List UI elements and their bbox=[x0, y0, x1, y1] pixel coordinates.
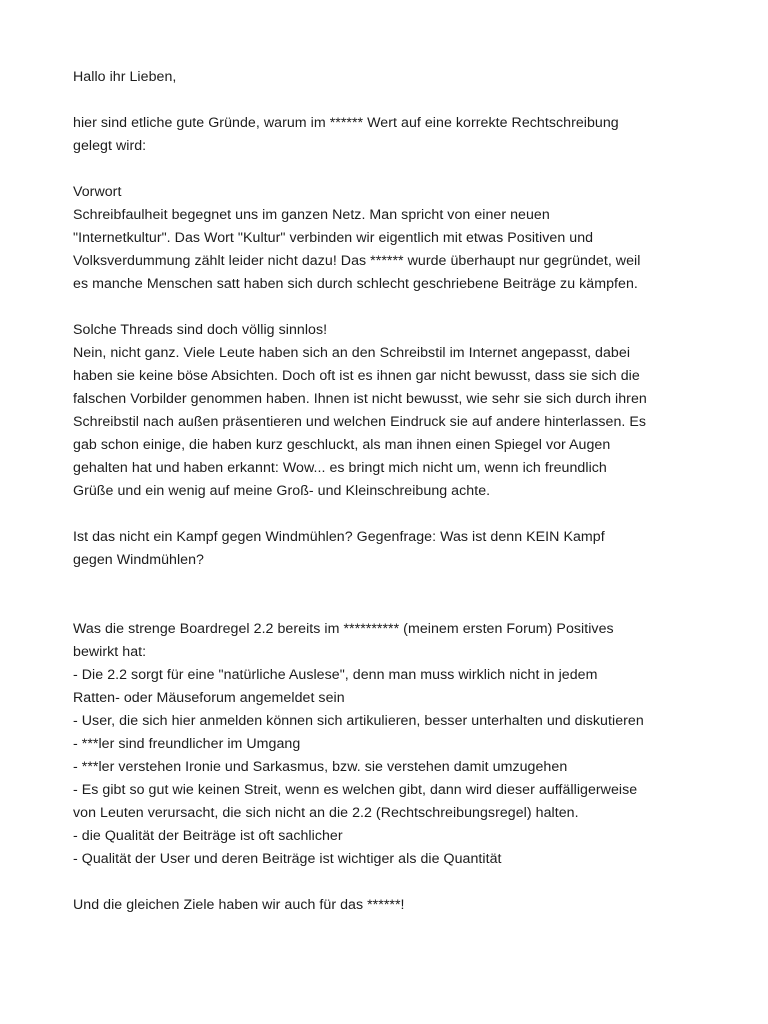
boardregel-section bbox=[73, 618, 703, 871]
list-item: - ***ler sind freundlicher im Umgang bbox=[73, 736, 301, 752]
text-line: Ist das nicht ein Kampf gegen Windmühlen? Gegenfrage: Was ist denn KEIN Kampf bbox=[73, 529, 605, 545]
paragraph-spacer bbox=[73, 503, 703, 526]
text-line: Schreibstil nach außen präsentieren und welchen Eindruck sie auf andere hinterlassen. Es bbox=[73, 414, 647, 430]
list-item: - ***ler verstehen Ironie und Sarkasmus, bzw. sie verstehen damit umzugehen bbox=[73, 759, 568, 775]
text-line: Ratten- oder Mäuseforum angemeldet sein bbox=[73, 690, 345, 706]
text-line: Hallo ihr Lieben, bbox=[73, 69, 177, 85]
document-page bbox=[73, 66, 703, 917]
text-line: von Leuten verursacht, die sich nicht an die 2.2 (Rechtschreibungsregel) halten. bbox=[73, 805, 579, 821]
text-line: Grüße und ein wenig auf meine Groß- und Kleinschreibung achte. bbox=[73, 483, 491, 499]
intro-paragraph bbox=[73, 112, 703, 158]
paragraph-spacer bbox=[73, 158, 703, 181]
list-item: - User, die sich hier anmelden können sich artikulieren, besser unterhalten und diskutieren bbox=[73, 713, 644, 729]
paragraph-spacer bbox=[73, 296, 703, 319]
text-line: falschen Vorbilder genommen haben. Ihnen ist nicht bewusst, wie sehr sie sich durch ihren bbox=[73, 391, 647, 407]
text-line: Volksverdummung zählt leider nicht dazu! Das ****** wurde überhaupt nur gegründet, weil bbox=[73, 253, 641, 269]
closing-paragraph bbox=[73, 894, 703, 917]
text-line: bewirkt hat: bbox=[73, 644, 147, 660]
section-heading: Solche Threads sind doch völlig sinnlos! bbox=[73, 322, 328, 338]
text-line: Schreibfaulheit begegnet uns im ganzen Netz. Man spricht von einer neuen bbox=[73, 207, 550, 223]
text-line: gehalten hat und haben erkannt: Wow... es bringt mich nicht um, wenn ich freundlich bbox=[73, 460, 607, 476]
paragraph-spacer bbox=[73, 572, 703, 618]
paragraph-spacer bbox=[73, 871, 703, 894]
greeting bbox=[73, 66, 703, 89]
text-line: Nein, nicht ganz. Viele Leute haben sich an den Schreibstil im Internet angepasst, dabei bbox=[73, 345, 631, 361]
section-heading: Vorwort bbox=[73, 184, 122, 200]
threads-section bbox=[73, 319, 703, 503]
list-item: - Qualität der User und deren Beiträge ist wichtiger als die Quantität bbox=[73, 851, 502, 867]
text-line: hier sind etliche gute Gründe, warum im ****** Wert auf eine korrekte Rechtschreibung bbox=[73, 115, 619, 131]
text-line: Und die gleichen Ziele haben wir auch für das ******! bbox=[73, 897, 405, 913]
text-line: es manche Menschen satt haben sich durch schlecht geschriebene Beiträge zu kämpfen. bbox=[73, 276, 638, 292]
text-line: gegen Windmühlen? bbox=[73, 552, 204, 568]
vorwort-section bbox=[73, 181, 703, 296]
paragraph-spacer bbox=[73, 89, 703, 112]
list-item: - die Qualität der Beiträge ist oft sachlicher bbox=[73, 828, 343, 844]
text-line: haben sie keine böse Absichten. Doch oft ist es ihnen gar nicht bewusst, dass sie sich die bbox=[73, 368, 640, 384]
list-item: - Es gibt so gut wie keinen Streit, wenn es welchen gibt, dann wird dieser auffälligerweise bbox=[73, 782, 638, 798]
text-line: Was die strenge Boardregel 2.2 bereits im ********** (meinem ersten Forum) Positives bbox=[73, 621, 614, 637]
list-item: - Die 2.2 sorgt für eine "natürliche Auslese", denn man muss wirklich nicht in jedem bbox=[73, 667, 598, 683]
text-line: "Internetkultur". Das Wort "Kultur" verbinden wir eigentlich mit etwas Positiven und bbox=[73, 230, 594, 246]
text-line: gab schon einige, die haben kurz geschluckt, als man ihnen einen Spiegel vor Augen bbox=[73, 437, 611, 453]
text-line: gelegt wird: bbox=[73, 138, 147, 154]
windmills-paragraph bbox=[73, 526, 703, 572]
